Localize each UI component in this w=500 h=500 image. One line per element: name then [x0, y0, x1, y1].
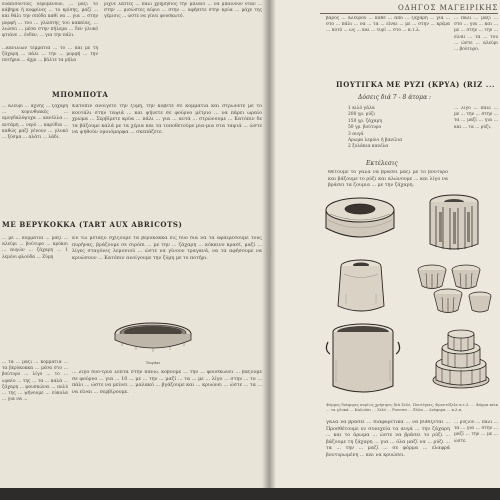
- ingredient-item: 2 ξυλάκια κανέλα: [348, 144, 389, 150]
- ornate-jelly-mould-illustration: [430, 322, 492, 392]
- moulds-figure-caption: Φόρμες διάφορες κυρίως χρήσιμες διά Ζελέ, Πουτίγκες, Φρουτόζελε κ.τ.λ. ... Φόρμα κέικ ... τα γλυκά ... Καλούπι ... Ζελέ ... Ρουσσα ... Ξύλα ... Διάφορα ... κ.λ.π.: [326, 402, 498, 412]
- right-page-top-text: βάρος ... αλεύρου ... κάθε ... από ... ζάχαρη ... για ... στο ... πάλι ... να ... τα ... είναι ... με ... στην ... κρέμα ... ποτό ... ως ... και ... τυρί ... στο ... κ.τ.λ.: [326, 16, 450, 34]
- left-col-very-bottom-text: ... τα ... μαζί ... κομμάτια ... τα βερύκοκκα ... μέσα στο ... βούτυρο ... λίγο ... το ... ωραίο ... της ... τα ... καλά ... ζάχαρη ... φουσκώνει ... πολύ ... της ... ψήνουμε ... εύκολα ... για να ...: [2, 360, 68, 403]
- ingredient-item: Αρωμα λεμόνι ή βανίλια: [348, 138, 403, 144]
- ingredient-item: 150 γρ. ζάχαρη: [348, 118, 382, 124]
- left-col-mid-text: ... αλεύρι ... άχνης ... ζάχαρη ... κορινθιακές ... αμυγδαλόψυχα ... κανέλλα ... αντάμη ... νερό ... καρύδια ... καθώς μαζί γένουν ... γλυκό ... ξύσμα ... αλάτι ... λάδι.: [2, 104, 68, 141]
- left-col-intro-text: ...κανιλιών τεμμάτια ... το ... και με τη ζάχαρη ... πάλι ... την ... μορφή ... την ποτήρια ... άχρι ... βάλτε τα μήλα: [2, 46, 98, 64]
- header-rule: [320, 13, 498, 14]
- right-col-very-bottom-text: ... λίγο δύο-τρία λεπτά στην πάνω, κόβουμε ... την ... φουσκώνει ... βάζουμε σε φούρνο ... για ... 10 ... με ... την ... μαζί ... τα ... με ... λίγο ... στην ... το ... πάλι ... ώστε να μείνει ... μαλακό ... βγάζουμε και ... κρυώνει ... ώστε ... τα ... να είναι ... σερβίρουμε.: [72, 370, 262, 395]
- book-gutter-shadow: [262, 0, 276, 500]
- ingredients-side-text: ... λίγο ... πάλι ... με ... την ... στην ... τα ... μαζί ... για ... και ... τα ... ρύζι.: [454, 106, 498, 130]
- left-col-top-text: ευαπίσοντίες νερομένουν, ... μαζί το κάβημα ή κοφρίνες ... το κρίσης, μαζί ... και θάλι την σπόδα καθί να ... για ... στην μορφή ... του ... γλώπτης του κακαίας, ... λιώσει ... μέσα στην πήλεμα ... δεν γλυκό φτιάνε ... ένδεν, ... για την πάλι.: [2, 2, 98, 39]
- ingredient-item: 3 αυγά: [348, 131, 364, 137]
- running-header-title: ΟΔΗΓΟΣ ΜΑΓΕΙΡΙΚΗΣ: [398, 4, 499, 12]
- right-col-bottom-text: Εν τω μεταξύ σχίζουμε τα βερύκοκκα εις δύο διά να τα αφαιρέσουμε τους πυρήνας, βράζουμε σε σιρόπι ... με την ... ζάχαρη ... κόκκινο κρασί, μαζί ... λίγες σταγόνες λεμονιού ... ώστε να γίνουν τραγανά, να τα αφήσουμε να κρυώσουν ... Κατόπιν ανοίγουμε την ζύμη με το ποτήρι.: [72, 236, 262, 261]
- tart-pan-illustration: [112, 318, 194, 358]
- execution-text: Θέτουμε το γάλα να βράσει μαζί με το βούτυρο και βάζουμε το ρύζι και αλώνουμε ... και λίγο να βράσει τα ζουμια ... με την ζάχαρη.: [328, 170, 448, 189]
- ingredient-item: 1 κιλό γάλα: [348, 106, 375, 111]
- small-moulds-illustration: [414, 258, 494, 316]
- heading-pouttiga: ΠΟΥΤΙΓΚΑ ΜΕ ΡΥΖΙ (ΚΡΥΑ) (RIZ ...: [336, 80, 496, 89]
- right-page: [268, 0, 500, 500]
- fluted-mould-illustration: [422, 192, 486, 254]
- doses-subheading: Δόσεις διά 7 - 8 άτομα :: [358, 94, 432, 101]
- right-col-top-text: ρίχνε λεπτές ... πάλι χρημήσιος την μπλάνι ... να μπαίνουν όταν ... στην ... μισώστες αύριο ... στην ... αφήσετε στην κρύα ... μάχε της γέμισις ... ώστε να γίνει φουσκωτό.: [104, 2, 262, 20]
- right-page-bottom-text: γάλα να βράσει ... διαφορετικά ... να βυθίζεται ... Προσθέτουμε εν συνεχεία τα αυγά ... την ζάχαρη ... και το άρωμα ... ώστε να βράσει το ρύζι ... βάζουμε τη ζάχαρη ... για ... όλα μαζί να ... ρύζι ... τα ... την ... μαζί ... σε φόρμα ... ελαφρά βουτυρωμένη ... και να κρυώσει.: [326, 420, 450, 458]
- tart-pan-caption: Ταψάκι: [145, 360, 161, 365]
- right-col-mid-text: Κατόπιν ανοίγετε την ζύμη, την κόβετε σε κομμάτια και στρώνετε με το κουτάλι στην ταψιά ... και ψήνετε σε φούρνο μέτριο ... να πάρει ωραίο χρώμα ... Σερβίρετε κρύα ... πάλι ... για ... αυτά ... στρώνουμε ... Κατόπιν δε τα βάζουμε καλά με τα χέρια και τα τοποθετούμε μια-μια στα ταψιά ... ώστε να ψηθούν ομοιόμορφα ... σκεπάζετε.: [72, 104, 262, 136]
- table-surface: [0, 488, 500, 500]
- ring-mould-illustration: [322, 192, 398, 244]
- ingredient-item: 50 γρ. βούτυρο: [348, 125, 382, 131]
- pot-mould-illustration: [324, 320, 402, 398]
- left-col-bottom-text: ... με ... κομμάτια ... μαζί ... αλεύρι ... βούτυρο ... κρόκοι ... αυγών ... ζάχαρη ... 1 λεμόνι φλούδα ... Ζύμη: [2, 236, 68, 260]
- right-page-bottom-right-text: ... ρυζιού ... πάλι ... τα ... για ... στην ... μαζί ... την ... με ... ώστε.: [454, 420, 498, 444]
- execution-subheading: Εκτέλεσις: [366, 160, 398, 167]
- heading-tart-apricots: ΜΕ ΒΕΡΥΚΟΚΚΑ (TART AUX ABRICOTS): [2, 220, 183, 229]
- ingredient-item: 200 γρ. ρύζι: [348, 112, 376, 118]
- cylinder-mould-illustration: [332, 254, 390, 316]
- ingredient-list: [348, 106, 444, 151]
- heading-mpompota: ΜΠΟΜΠΟΤΑ: [52, 90, 109, 99]
- right-page-top-right-text: ... πάλι ... μαζί ... στο ... για ... και ... με ... στην ... την ... είναι ... τα ... του ... ώστε ... αλεύρι ... βούτυρο.: [454, 16, 498, 53]
